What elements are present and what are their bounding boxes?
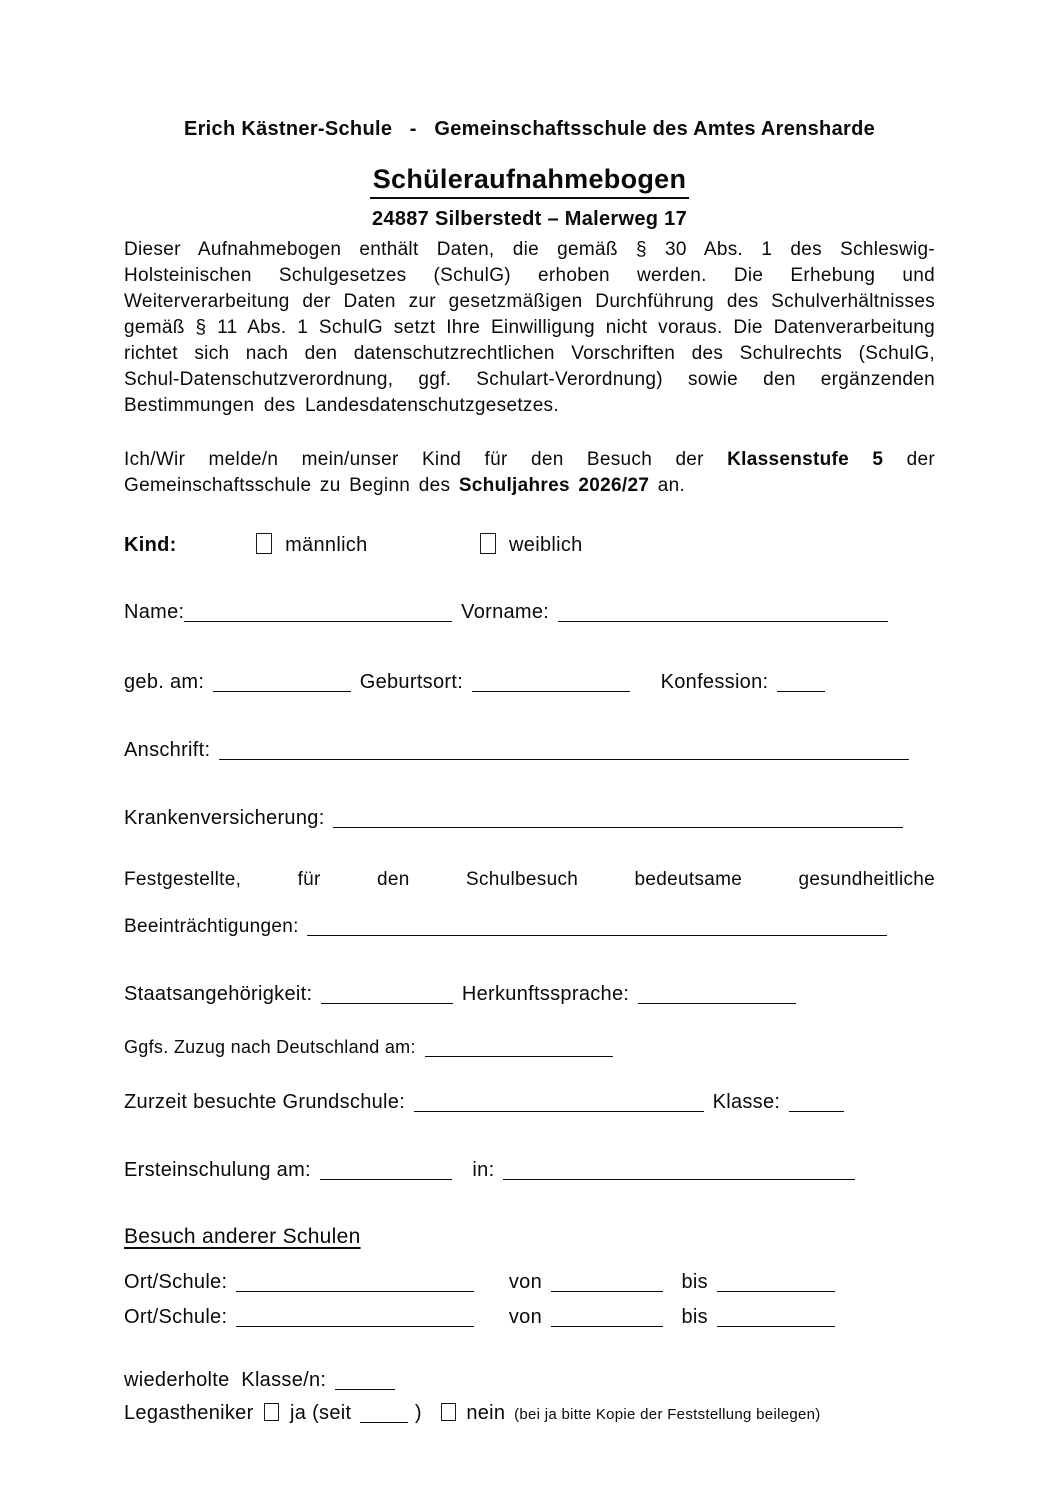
bis-blank-2[interactable]	[717, 1312, 835, 1327]
klasse-blank[interactable]	[789, 1097, 844, 1112]
grundschule-label: Zurzeit besuchte Grundschule:	[124, 1091, 406, 1113]
paren-close: )	[414, 1402, 422, 1424]
ort-schule-blank-2[interactable]	[236, 1312, 474, 1327]
school-address-line: 24887 Silberstedt – Malerweg 17	[371, 208, 687, 230]
wiederholte-klassen-label: wiederholte Klasse/n:	[124, 1369, 327, 1391]
geburtsort-label: Geburtsort:	[359, 671, 464, 693]
registration-text-3: an.	[649, 475, 686, 496]
anschrift-row	[124, 739, 935, 762]
bis-label-1: bis	[681, 1271, 708, 1293]
legastheniker-note: (bei ja bitte Kopie der Feststellung beilegen)	[514, 1406, 821, 1423]
name-row	[124, 601, 935, 624]
maennlich-checkbox[interactable]	[256, 533, 272, 554]
grundschule-row	[124, 1091, 935, 1114]
name-blank[interactable]	[184, 607, 452, 622]
ersteinschulung-ort-blank[interactable]	[503, 1165, 855, 1180]
ort-schule-label-1: Ort/Schule:	[124, 1271, 228, 1293]
title-row	[124, 164, 935, 199]
staatsangehoerigkeit-blank[interactable]	[321, 989, 453, 1004]
legastheniker-label: Legastheniker	[124, 1402, 254, 1424]
registration-paragraph	[124, 447, 935, 499]
nein-label: nein	[466, 1402, 506, 1424]
wiederholte-klassen-blank[interactable]	[335, 1375, 395, 1390]
registration-text-1: Ich/Wir melde/n mein/unser Kind für den Besuch der	[124, 449, 728, 470]
birth-row	[124, 671, 935, 694]
von-blank-1[interactable]	[551, 1277, 663, 1292]
geb-am-label: geb. am:	[124, 671, 205, 693]
krankenversicherung-blank[interactable]	[333, 813, 903, 828]
weiblich-label: weiblich	[509, 534, 583, 556]
ersteinschulung-label: Ersteinschulung am:	[124, 1159, 311, 1181]
von-label-2: von	[508, 1306, 542, 1328]
legastheniker-row	[124, 1402, 935, 1425]
grundschule-blank[interactable]	[414, 1097, 704, 1112]
ort-schule-blank-1[interactable]	[236, 1277, 474, 1292]
beeintraechtigungen-blank[interactable]	[307, 921, 887, 936]
in-label: in:	[472, 1159, 495, 1181]
konfession-blank[interactable]	[777, 677, 825, 692]
beeintraechtigungen-label: Beeinträchtigungen:	[124, 916, 299, 937]
staatsangehoerigkeit-label: Staatsangehörigkeit:	[124, 983, 313, 1005]
krankenversicherung-label: Krankenversicherung:	[124, 807, 325, 829]
anschrift-label: Anschrift:	[124, 739, 211, 761]
name-label: Name:	[124, 601, 185, 623]
herkunftssprache-label: Herkunftssprache:	[461, 983, 630, 1005]
vorname-blank[interactable]	[558, 607, 888, 622]
konfession-label: Konfession:	[660, 671, 769, 693]
bis-label-2: bis	[681, 1306, 708, 1328]
intro-paragraph: Dieser Aufnahmebogen enthält Daten, die gemäß § 30 Abs. 1 des Schleswig-Holsteinischen Schulgesetzes (SchulG) erhoben werden. Die Erhebung und Weiterverarbeitung der Daten zur gesetzmäßigen Durchführung des Schulverhältnisses gemäß § 11 Abs. 1 SchulG setzt Ihre Einwilligung nicht voraus. Die Datenverarbeitung richtet sich nach den datenschutzrechtlichen Vorschriften des Schulrechts (SchulG, Schul-Datenschutzverordnung, ggf. Schulart-Verordnung) sowie den ergänzenden Bestimmungen des Landesdatenschutzgesetzes.	[124, 239, 935, 416]
klasse-label: Klasse:	[712, 1091, 781, 1113]
other-school-row-2	[124, 1306, 935, 1329]
kind-label: Kind:	[124, 534, 177, 556]
von-blank-2[interactable]	[551, 1312, 663, 1327]
krankenversicherung-row	[124, 807, 935, 830]
child-gender-row	[124, 533, 935, 557]
zuzug-blank[interactable]	[425, 1042, 613, 1057]
klassenstufe-value: Klassenstufe 5	[727, 449, 884, 470]
geb-am-blank[interactable]	[213, 677, 351, 692]
geburtsort-blank[interactable]	[472, 677, 630, 692]
herkunftssprache-blank[interactable]	[638, 989, 796, 1004]
zuzug-label: Ggfs. Zuzug nach Deutschland am:	[124, 1037, 416, 1057]
other-schools-heading: Besuch anderer Schulen	[124, 1225, 361, 1248]
anschrift-blank[interactable]	[219, 745, 909, 760]
seit-blank[interactable]	[360, 1408, 408, 1423]
school-name-line: Erich Kästner-Schule - Gemeinschaftsschule des Amtes Arensharde	[183, 118, 876, 140]
zuzug-row	[124, 1037, 935, 1058]
wiederholte-klassen-row	[124, 1369, 935, 1392]
page-title: Schüleraufnahmebogen	[370, 164, 690, 199]
ort-schule-label-2: Ort/Schule:	[124, 1306, 228, 1328]
health-line: Festgestellte, für den Schulbesuch bedeutsame gesundheitliche	[124, 869, 935, 890]
other-schools-heading-row	[124, 1225, 935, 1249]
bis-blank-1[interactable]	[717, 1277, 835, 1292]
legastheniker-ja-checkbox[interactable]	[264, 1403, 279, 1421]
vorname-label: Vorname:	[461, 601, 550, 623]
legastheniker-nein-checkbox[interactable]	[441, 1403, 456, 1421]
ersteinschulung-row	[124, 1159, 935, 1182]
ja-label: ja (seit	[290, 1402, 352, 1424]
registration-text-2: der Gemeinschaftsschule zu Beginn des	[124, 449, 935, 496]
von-label-1: von	[508, 1271, 542, 1293]
maennlich-label: männlich	[285, 534, 368, 556]
health-blank-row	[124, 916, 935, 938]
other-school-row-1	[124, 1271, 935, 1294]
schuljahr-value: Schuljahres 2026/27	[458, 475, 650, 496]
ersteinschulung-blank[interactable]	[320, 1165, 452, 1180]
weiblich-checkbox[interactable]	[480, 533, 496, 554]
nationality-row	[124, 983, 935, 1006]
